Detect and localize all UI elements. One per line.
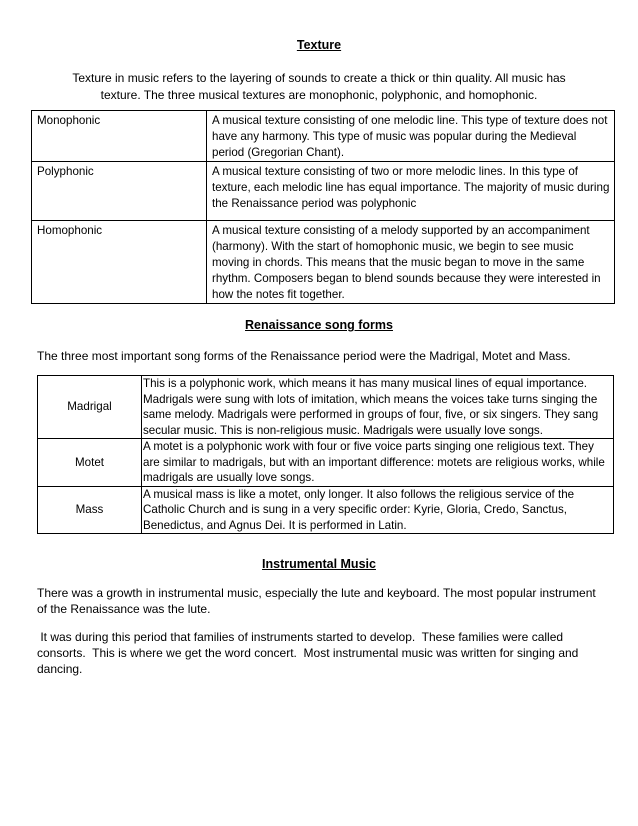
song-form-term: Madrigal [38, 376, 142, 439]
table-row [38, 376, 614, 439]
song-form-definition: A musical mass is like a motet, only longer. It also follows the religious service of the Catholic Church and is sung in a very specific order: Kyrie, Gloria, Credo, Sanctus, Benedictus, and Agnus Dei. It is performed in Latin. [142, 486, 614, 534]
instrumental-paragraph-2: It was during this period that families of instruments started to develop. These families were called consorts. This is where we get the word concert. Most instrumental music was written for singing and dancing. [37, 630, 582, 676]
song-form-term: Motet [38, 439, 142, 487]
song-forms-heading: Renaissance song forms [245, 318, 393, 332]
song-forms-intro: The three most important song forms of the Renaissance period were the Madrigal, Motet and Mass. [37, 349, 571, 363]
song-forms-table [37, 375, 614, 534]
texture-definition: A musical texture consisting of a melody supported by an accompaniment (harmony). With the start of homophonic music, we begin to see music moving in chords. This means that the music began to move in the same rhythm. Composers began to blend sounds because they were interested in how the notes fit together. [207, 221, 615, 304]
song-form-definition: A motet is a polyphonic work with four or five voice parts singing one religious text. They are similar to madrigals, but with an important difference: motets are religious works, while madrigals are usually love songs. [142, 439, 614, 487]
texture-intro-line-1: Texture in music refers to the layering of sounds to create a thick or thin quality. All music has [72, 71, 566, 85]
texture-definition: A musical texture consisting of two or more melodic lines. In this type of texture, each melodic line has equal importance. The majority of music during the Renaissance period was polyphonic [207, 162, 615, 221]
texture-term: Monophonic [32, 111, 207, 162]
table-row [38, 486, 614, 534]
table-row [32, 162, 615, 221]
song-form-term: Mass [38, 486, 142, 534]
table-row [32, 111, 615, 162]
instrumental-paragraph-1: There was a growth in instrumental music, especially the lute and keyboard. The most popular instrument of the Renaissance was the lute. [37, 586, 596, 616]
texture-intro-line-2: texture. The three musical textures are monophonic, polyphonic, and homophonic. [100, 88, 538, 102]
table-row [32, 221, 615, 304]
texture-intro [50, 70, 588, 104]
texture-definition: A musical texture consisting of one melodic line. This type of texture does not have any harmony. This type of music was popular during the Medieval period (Gregorian Chant). [207, 111, 615, 162]
texture-term: Homophonic [32, 221, 207, 304]
song-form-definition: This is a polyphonic work, which means it has many musical lines of equal importance. Madrigals were sung with lots of imitation, which means the voices take turns singing the same melody. Madrigals were performed in groups of four, five, or six singers. They sang secular music. This is non-religious music. Madrigals were usually love songs. [142, 376, 614, 439]
instrumental-heading: Instrumental Music [262, 557, 376, 571]
texture-heading: Texture [296, 38, 342, 52]
texture-table [31, 110, 615, 304]
table-row [38, 439, 614, 487]
texture-term: Polyphonic [32, 162, 207, 221]
